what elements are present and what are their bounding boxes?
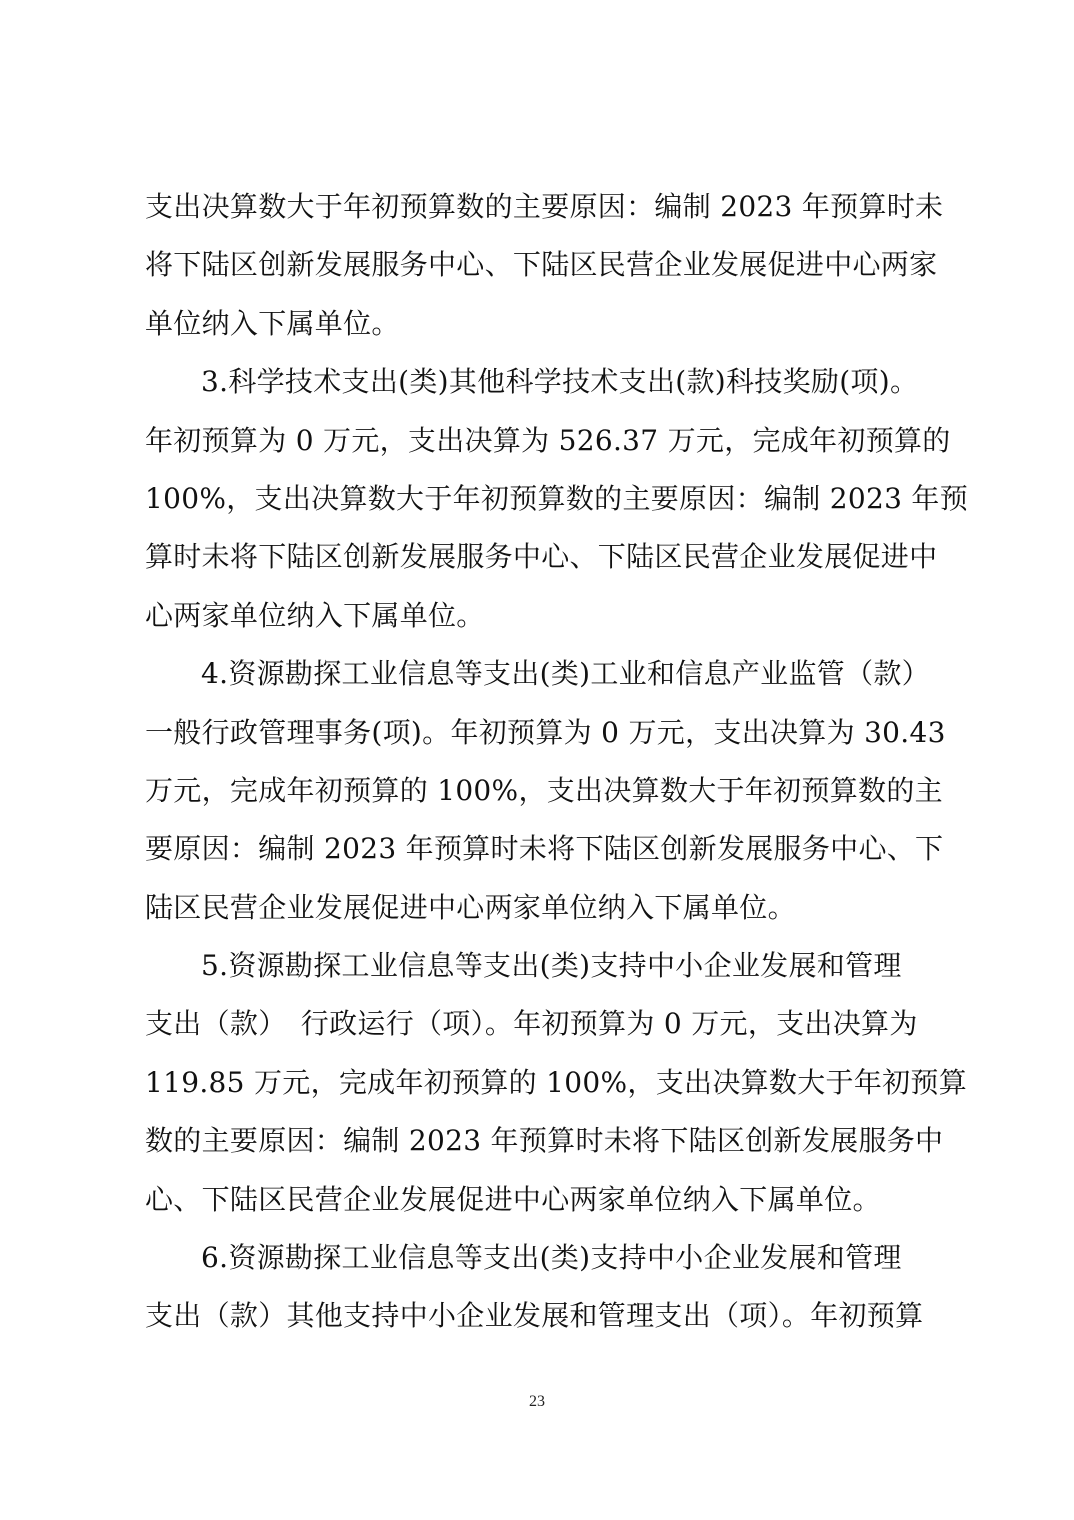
- text-line: 100%，支出决算数大于年初预算数的主要原因：编制 2023 年预: [145, 481, 969, 515]
- paragraph-continued: [145, 178, 945, 353]
- text-line: 算时未将下陆区创新发展服务中心、下陆区民营企业发展促进中: [145, 540, 938, 574]
- text-line: 数的主要原因：编制 2023 年预算时未将下陆区创新发展服务中: [145, 1124, 944, 1158]
- paragraph-item-5: [145, 937, 968, 1229]
- text-line: 要原因：编制 2023 年预算时未将下陆区创新发展服务中心、下: [145, 832, 944, 866]
- text-line: 5.资源勘探工业信息等支出(类)支持中小企业发展和管理: [201, 949, 902, 983]
- text-line: 年初预算为 0 万元，支出决算为 526.37 万元，完成年初预算的: [145, 423, 951, 457]
- text-line: 单位纳入下属单位。: [145, 306, 400, 340]
- paragraph-item-3: [145, 353, 969, 645]
- text-line: 一般行政管理事务(项)。年初预算为 0 万元，支出决算为 30.43: [145, 715, 946, 749]
- text-line: 将下陆区创新发展服务中心、下陆区民营企业发展促进中心两家: [145, 248, 938, 282]
- text-line: 心、下陆区民营企业发展促进中心两家单位纳入下属单位。: [145, 1182, 881, 1216]
- text-line: 119.85 万元，完成年初预算的 100%，支出决算数大于年初预算: [145, 1065, 968, 1099]
- text-line: 万元，完成年初预算的 100%，支出决算数大于年初预算数的主: [145, 773, 943, 807]
- paragraph-item-6: [145, 1229, 945, 1346]
- text-line: 心两家单位纳入下属单位。: [145, 598, 485, 632]
- text-line: 4.资源勘探工业信息等支出(类)工业和信息产业监管（款）: [201, 657, 930, 691]
- text-line: 支出（款）其他支持中小企业发展和管理支出（项）。年初预算: [145, 1299, 924, 1333]
- text-line: 6.资源勘探工业信息等支出(类)支持中小企业发展和管理: [201, 1241, 902, 1275]
- page-number: 23: [529, 1393, 545, 1410]
- document-body: [145, 178, 969, 1346]
- text-line: 支出（款） 行政运行（项）。年初预算为 0 万元，支出决算为: [145, 1007, 918, 1041]
- text-line: 陆区民营企业发展促进中心两家单位纳入下属单位。: [145, 890, 796, 924]
- text-line: 3.科学技术支出(类)其他科学技术支出(款)科技奖励(项)。: [201, 365, 919, 399]
- paragraph-item-4: [145, 645, 945, 937]
- text-line: 支出决算数大于年初预算数的主要原因：编制 2023 年预算时未: [145, 190, 944, 223]
